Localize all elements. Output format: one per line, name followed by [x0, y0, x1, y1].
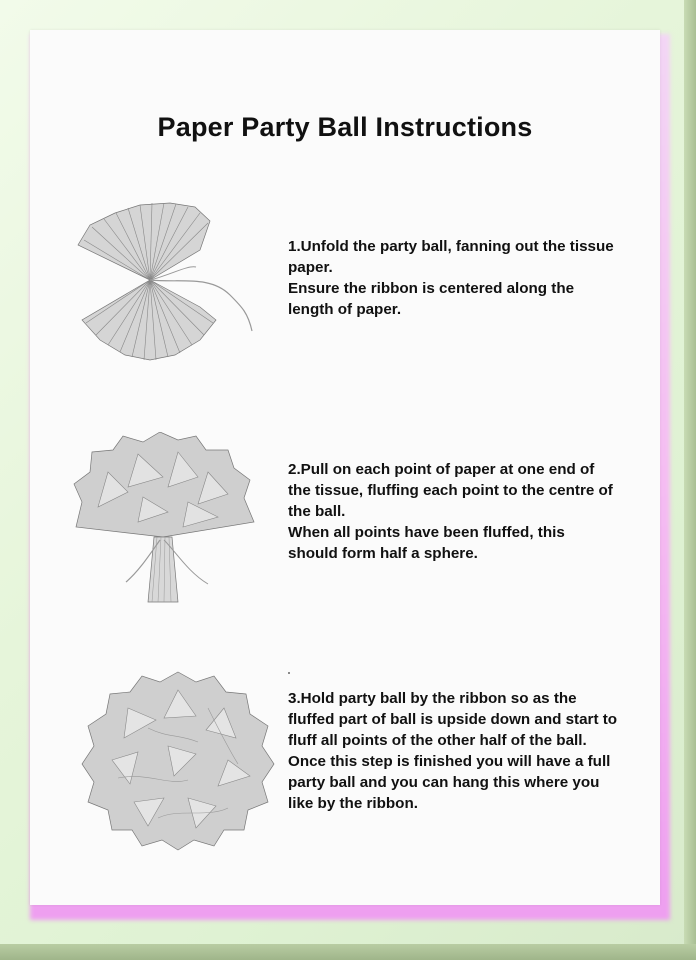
instruction-sheet: [30, 30, 660, 905]
step-2-line-1: 2.Pull on each point of paper at one end of the tissue, fluffing each point to the centre of the ball.: [288, 461, 613, 520]
step-1-text: [288, 236, 618, 320]
folded-fan-icon: [70, 195, 270, 365]
step-3-line-2: Once this step is finished you will have a full party ball and you can hang this where you like by the ribbon.: [288, 753, 611, 812]
full-ball-icon: [78, 668, 278, 853]
page-title: Paper Party Ball Instructions: [157, 112, 533, 142]
step-3-text: [288, 688, 618, 814]
half-sphere-icon: [68, 432, 258, 607]
step-2-line-2: When all points have been fluffed, this should form half a sphere.: [288, 524, 565, 562]
step-1-line-1: 1.Unfold the party ball, fanning out the tissue paper.: [288, 238, 614, 276]
step-1-line-2: Ensure the ribbon is centered along the length of paper.: [288, 280, 575, 318]
step-3-line-1: 3.Hold party ball by the ribbon so as the fluffed part of ball is upside down and start to fluff all points of the other half of the ball.: [288, 690, 618, 749]
stray-dot: [288, 672, 290, 674]
step-2-text: [288, 459, 618, 564]
